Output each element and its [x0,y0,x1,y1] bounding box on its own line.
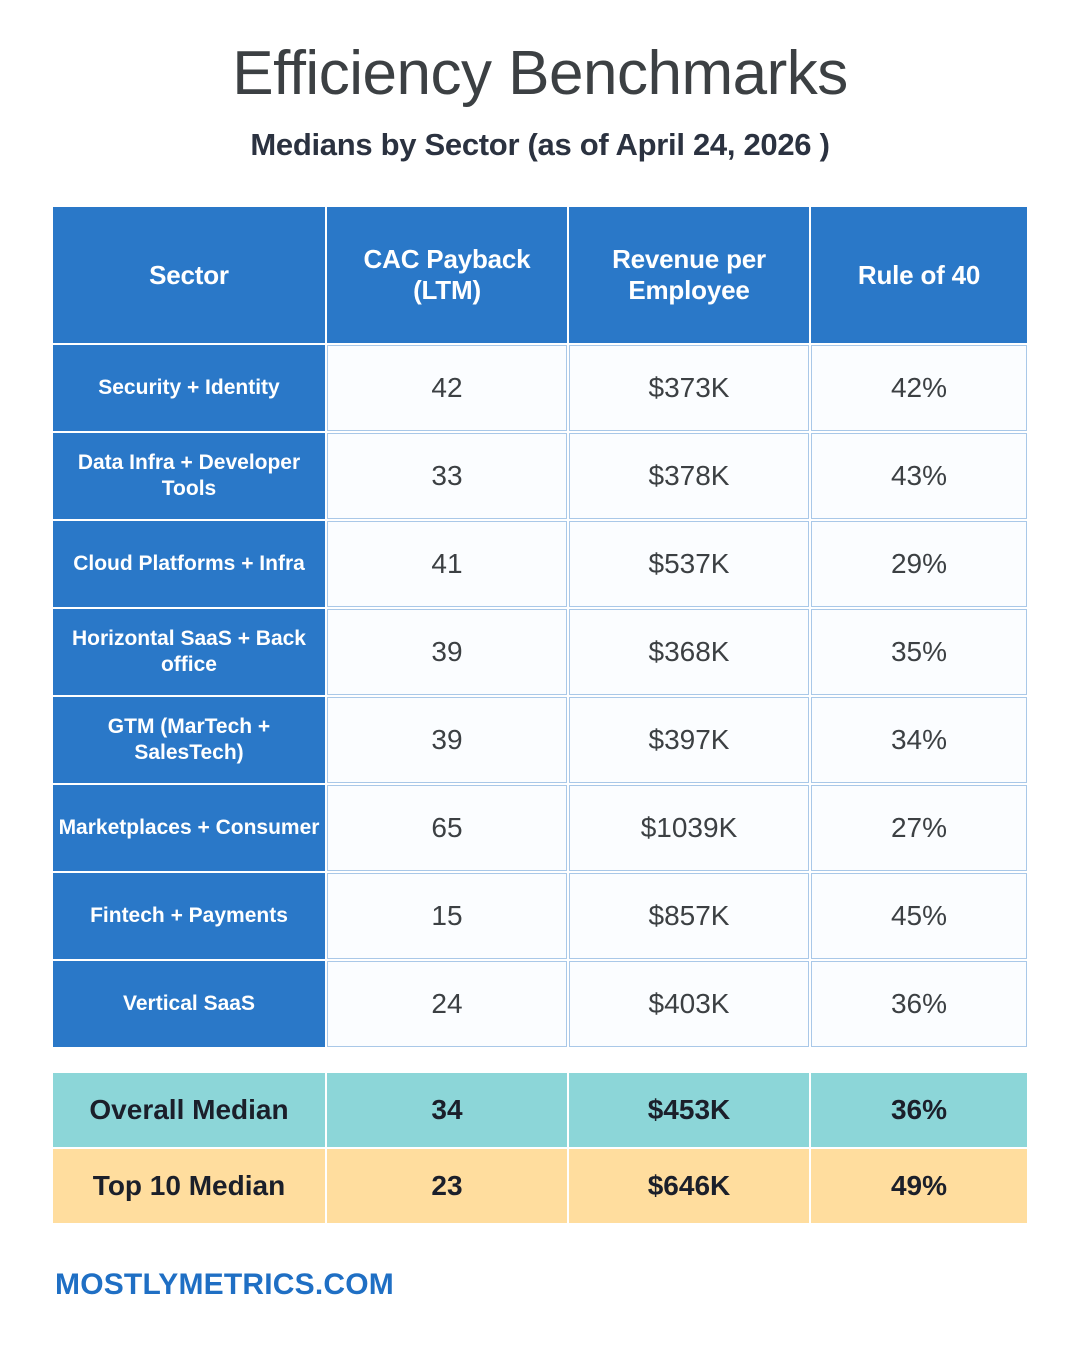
row-rule40-value: 45% [811,873,1027,959]
page-title: Efficiency Benchmarks [232,39,848,108]
row-sector-label: Vertical SaaS [53,961,325,1047]
column-header-cac-payback: CAC Payback (LTM) [327,207,567,343]
summary-revenue-value: $646K [569,1149,809,1223]
row-revenue-value: $403K [569,961,809,1047]
row-cac-value: 15 [327,873,567,959]
table-row [53,961,1027,1047]
table-row [53,697,1027,783]
row-rule40-value: 36% [811,961,1027,1047]
summary-label: Top 10 Median [53,1149,325,1223]
row-revenue-value: $537K [569,521,809,607]
row-sector-label: Fintech + Payments [53,873,325,959]
row-cac-value: 39 [327,609,567,695]
row-revenue-value: $373K [569,345,809,431]
row-cac-value: 24 [327,961,567,1047]
table-row [53,609,1027,695]
row-sector-label: Cloud Platforms + Infra [53,521,325,607]
summary-revenue-value: $453K [569,1073,809,1147]
row-revenue-value: $378K [569,433,809,519]
row-revenue-value: $397K [569,697,809,783]
row-rule40-value: 42% [811,345,1027,431]
summary-cac-value: 34 [327,1073,567,1147]
table-row [53,873,1027,959]
row-sector-label: Data Infra + Developer Tools [53,433,325,519]
row-sector-label: Marketplaces + Consumer [53,785,325,871]
summary-rule40-value: 36% [811,1073,1027,1147]
summary-rule40-value: 49% [811,1149,1027,1223]
row-cac-value: 39 [327,697,567,783]
table-row [53,433,1027,519]
row-cac-value: 33 [327,433,567,519]
row-sector-label: GTM (MarTech + SalesTech) [53,697,325,783]
summary-label: Overall Median [53,1073,325,1147]
summary-row-overall-median [53,1073,1027,1147]
table-row [53,785,1027,871]
column-header-rule-of-40: Rule of 40 [811,207,1027,343]
row-sector-label: Horizontal SaaS + Back office [53,609,325,695]
row-rule40-value: 35% [811,609,1027,695]
row-cac-value: 41 [327,521,567,607]
summary-cac-value: 23 [327,1149,567,1223]
column-header-revenue-per-employee: Revenue per Employee [569,207,809,343]
table-row [53,345,1027,431]
benchmarks-table [51,205,1029,1049]
row-revenue-value: $1039K [569,785,809,871]
row-revenue-value: $368K [569,609,809,695]
row-rule40-value: 34% [811,697,1027,783]
column-header-sector: Sector [53,207,325,343]
table-row [53,521,1027,607]
row-revenue-value: $857K [569,873,809,959]
summary-table [51,1071,1029,1225]
page-subtitle: Medians by Sector (as of April 24, 2026 ) [250,127,830,163]
row-cac-value: 42 [327,345,567,431]
row-rule40-value: 27% [811,785,1027,871]
brand-footer: MOSTLYMETRICS.COM [55,1268,394,1301]
row-rule40-value: 43% [811,433,1027,519]
table-header-row [53,207,1027,343]
summary-row-top10-median [53,1149,1027,1223]
row-cac-value: 65 [327,785,567,871]
row-sector-label: Security + Identity [53,345,325,431]
row-rule40-value: 29% [811,521,1027,607]
